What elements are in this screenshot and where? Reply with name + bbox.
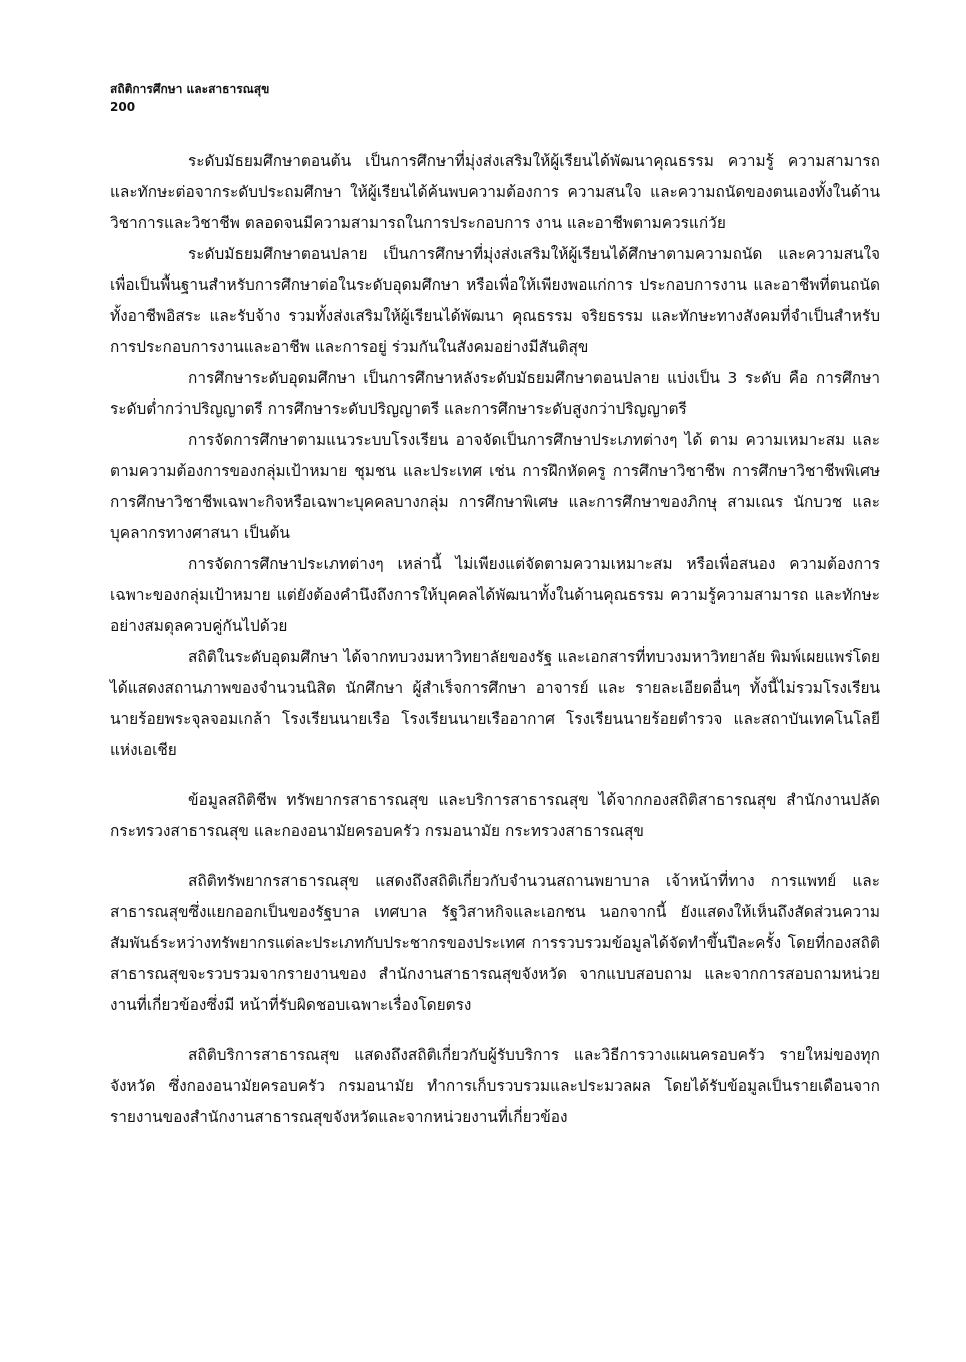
paragraph-vital-statistics: ข้อมูลสถิติชีพ ทรัพยากรสาธารณสุข และบริการสาธารณสุข ได้จากกองสถิติสาธารณสุข สำนักงานปลัดกระทรวงสาธารณสุข และกองอนามัยครอบครัว กรมอนามัย กระทรวงสาธารณสุข [110,791,880,840]
paragraph-upper-secondary: ระดับมัธยมศึกษาตอนปลาย เป็นการศึกษาที่มุ่งส่งเสริมให้ผู้เรียนได้ศึกษาตามความถนัด และความสนใจเพื่อเป็นพื้นฐานสำหรับการศึกษาต่อในระดับอุดมศึกษา หรือเพื่อให้เพียงพอแก่การ ประกอบการงาน และอาชีพที่ตนถนัดทั้งอาชีพอิสระ และรับจ้าง รวมทั้งส่งเสริมให้ผู้เรียนได้พัฒนา คุณธรรม จริยธรรม และทักษะทางสังคมที่จำเป็นสำหรับการประกอบการงานและอาชีพ และการอยู่ ร่วมกันในสังคมอย่างมีสันติสุข [110,245,880,356]
body-text [110,146,880,1133]
page-header [110,80,269,116]
page-number: 200 [110,100,136,114]
paragraph-lower-secondary: ระดับมัธยมศึกษาตอนต้น เป็นการศึกษาที่มุ่งส่งเสริมให้ผู้เรียนได้พัฒนาคุณธรรม ความรู้ ความสามารถ และทักษะต่อจากระดับประถมศึกษา ให้ผู้เรียนได้ค้นพบความต้องการ ความสนใจ และความถนัดของตนเองทั้งในด้านวิชาการและวิชาชีพ ตลอดจนมีความสามารถในการประกอบการ งาน และอาชีพตามควรแก่วัย [110,152,880,232]
paragraph-health-resources: สถิติทรัพยากรสาธารณสุข แสดงถึงสถิติเกี่ยวกับจำนวนสถานพยาบาล เจ้าหน้าที่ทาง การแพทย์ และสาธารณสุขซึ่งแยกออกเป็นของรัฐบาล เทศบาล รัฐวิสาหกิจและเอกชน นอกจากนี้ ยังแสดงให้เห็นถึงสัดส่วนความสัมพันธ์ระหว่างทรัพยากรแต่ละประเภทกับประชากรของประเทศ การรวบรวมข้อมูลได้จัดทำขึ้นปีละครั้ง โดยที่กองสถิติสาธารณสุขจะรวบรวมจากรายงานของ สำนักงานสาธารณสุขจังหวัด จากแบบสอบถาม และจากการสอบถามหน่วยงานที่เกี่ยวข้องซึ่งมี หน้าที่รับผิดชอบเฉพาะเรื่องโดยตรง [110,872,880,1014]
paragraph-higher-education: การศึกษาระดับอุดมศึกษา เป็นการศึกษาหลังระดับมัธยมศึกษาตอนปลาย แบ่งเป็น 3 ระดับ คือ การศึกษาระดับต่ำกว่าปริญญาตรี การศึกษาระดับปริญญาตรี และการศึกษาระดับสูงกว่าปริญญาตรี [110,369,880,418]
running-title: สถิติการศึกษา และสาธารณสุข [110,82,270,96]
paragraph-school-system: การจัดการศึกษาตามแนวระบบโรงเรียน อาจจัดเป็นการศึกษาประเภทต่างๆ ได้ ตาม ความเหมาะสม และตามความต้องการของกลุ่มเป้าหมาย ชุมชน และประเทศ เช่น การฝึกหัดครู การศึกษาวิชาชีพ การศึกษาวิชาชีพพิเศษ การศึกษาวิชาชีพเฉพาะกิจหรือเฉพาะบุคคลบางกลุ่ม การศึกษาพิเศษ และการศึกษาของภิกษุ สามเณร นักบวช และบุคลากรทางศาสนา เป็นต้น [110,431,880,542]
paragraph-education-types: การจัดการศึกษาประเภทต่างๆ เหล่านี้ ไม่เพียงแต่จัดตามความเหมาะสม หรือเพื่อสนอง ความต้องการเฉพาะของกลุ่มเป้าหมาย แต่ยังต้องคำนึงถึงการให้บุคคลได้พัฒนาทั้งในด้านคุณธรรม ความรู้ความสามารถ และทักษะอย่างสมดุลควบคู่กันไปด้วย [110,555,880,635]
paragraph-health-services: สถิติบริการสาธารณสุข แสดงถึงสถิติเกี่ยวกับผู้รับบริการ และวิธีการวางแผนครอบครัว รายใหม่ของทุกจังหวัด ซึ่งกองอนามัยครอบครัว กรมอนามัย ทำการเก็บรวบรวมและประมวลผล โดยได้รับข้อมูลเป็นรายเดือนจากรายงานของสำนักงานสาธารณสุขจังหวัดและจากหน่วยงานที่เกี่ยวข้อง [110,1046,880,1126]
paragraph-higher-education-statistics: สถิติในระดับอุดมศึกษา ได้จากทบวงมหาวิทยาลัยของรัฐ และเอกสารที่ทบวงมหาวิทยาลัย พิมพ์เผยแพร่โดยได้แสดงสถานภาพของจำนวนนิสิต นักศึกษา ผู้สำเร็จการศึกษา อาจารย์ และ รายละเอียดอื่นๆ ทั้งนี้ไม่รวมโรงเรียนนายร้อยพระจุลจอมเกล้า โรงเรียนนายเรือ โรงเรียนนายเรืออากาศ โรงเรียนนายร้อยตำรวจ และสถาบันเทคโนโลยีแห่งเอเชีย [110,648,880,759]
